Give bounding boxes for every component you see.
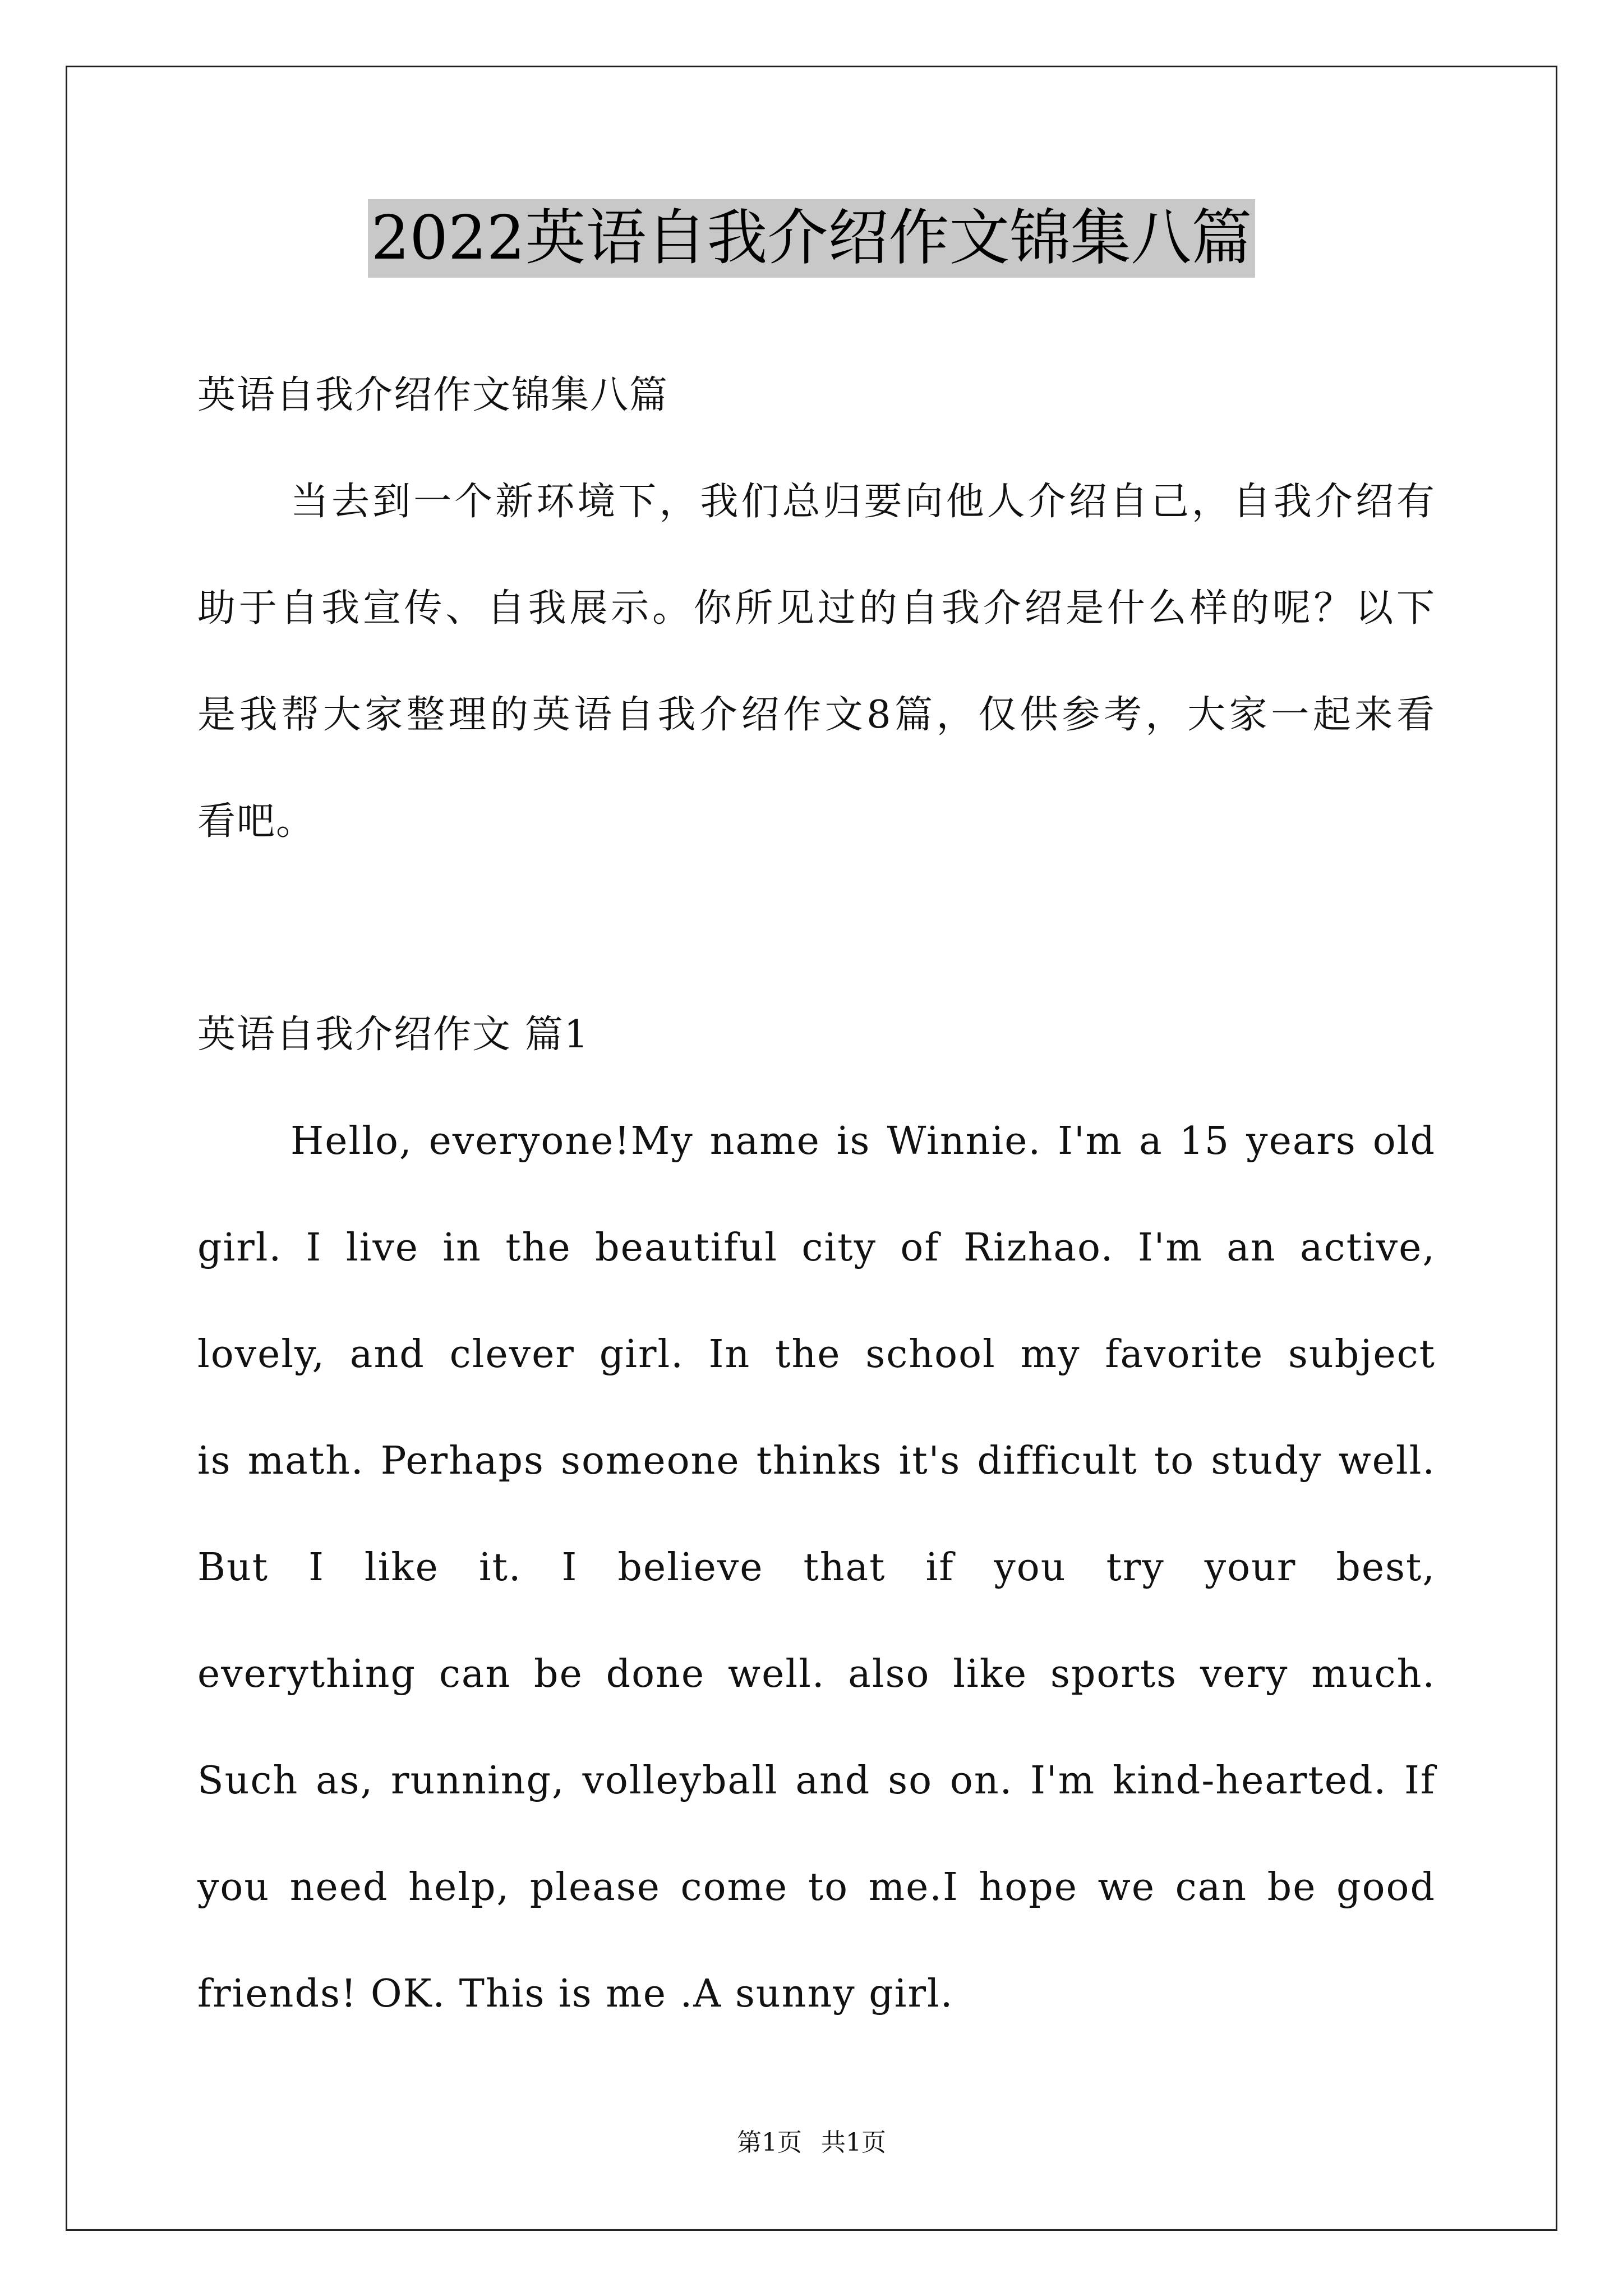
section-heading: 英语自我介绍作文 篇1 [197,1013,589,1057]
intro-line: 当去到一个新环境下，我们总归要向他人介绍自己，自我介绍有 [291,480,1436,524]
intro-paragraph [197,449,1436,875]
intro-line: 是我帮大家整理的英语自我介绍作文8篇，仅供参考，大家一起来看 [197,693,1436,737]
section-line: friends! OK. This is me .A sunny girl. [197,1972,954,2016]
section-line: is math. Perhaps someone thinks it's difficult to study well. [197,1439,1436,1483]
document-body [197,342,1436,2047]
title-container [0,199,1623,278]
page-footer [0,2126,1623,2160]
section-line: But I like it. I believe that if you try your best, [197,1545,1436,1590]
section-paragraph [197,1088,1436,2047]
section-line: Hello, everyone!My name is Winnie. I'm a 15 years old [291,1119,1436,1163]
page-number: 第1页 [737,2128,802,2157]
section-line: everything can be done well. also like sports very much. [197,1652,1436,1696]
paragraph-gap [197,875,1436,982]
section-line: girl. I live in the beautiful city of Rizhao. I'm an active, [197,1226,1436,1270]
section-line: Such as, running, volleyball and so on. I'm kind-hearted. If [197,1759,1436,1803]
section-line: you need help, please come to me.I hope we can be good [197,1865,1436,1910]
intro-line: 助于自我宣传、自我展示。你所见过的自我介绍是什么样的呢？以下 [197,586,1436,631]
section-line: lovely, and clever girl. In the school my favorite subject [197,1332,1436,1377]
document-title: 2022英语自我介绍作文锦集八篇 [368,199,1256,278]
intro-line: 看吧。 [197,799,316,844]
document-subtitle: 英语自我介绍作文锦集八篇 [197,373,669,417]
page-total: 共1页 [821,2128,886,2157]
